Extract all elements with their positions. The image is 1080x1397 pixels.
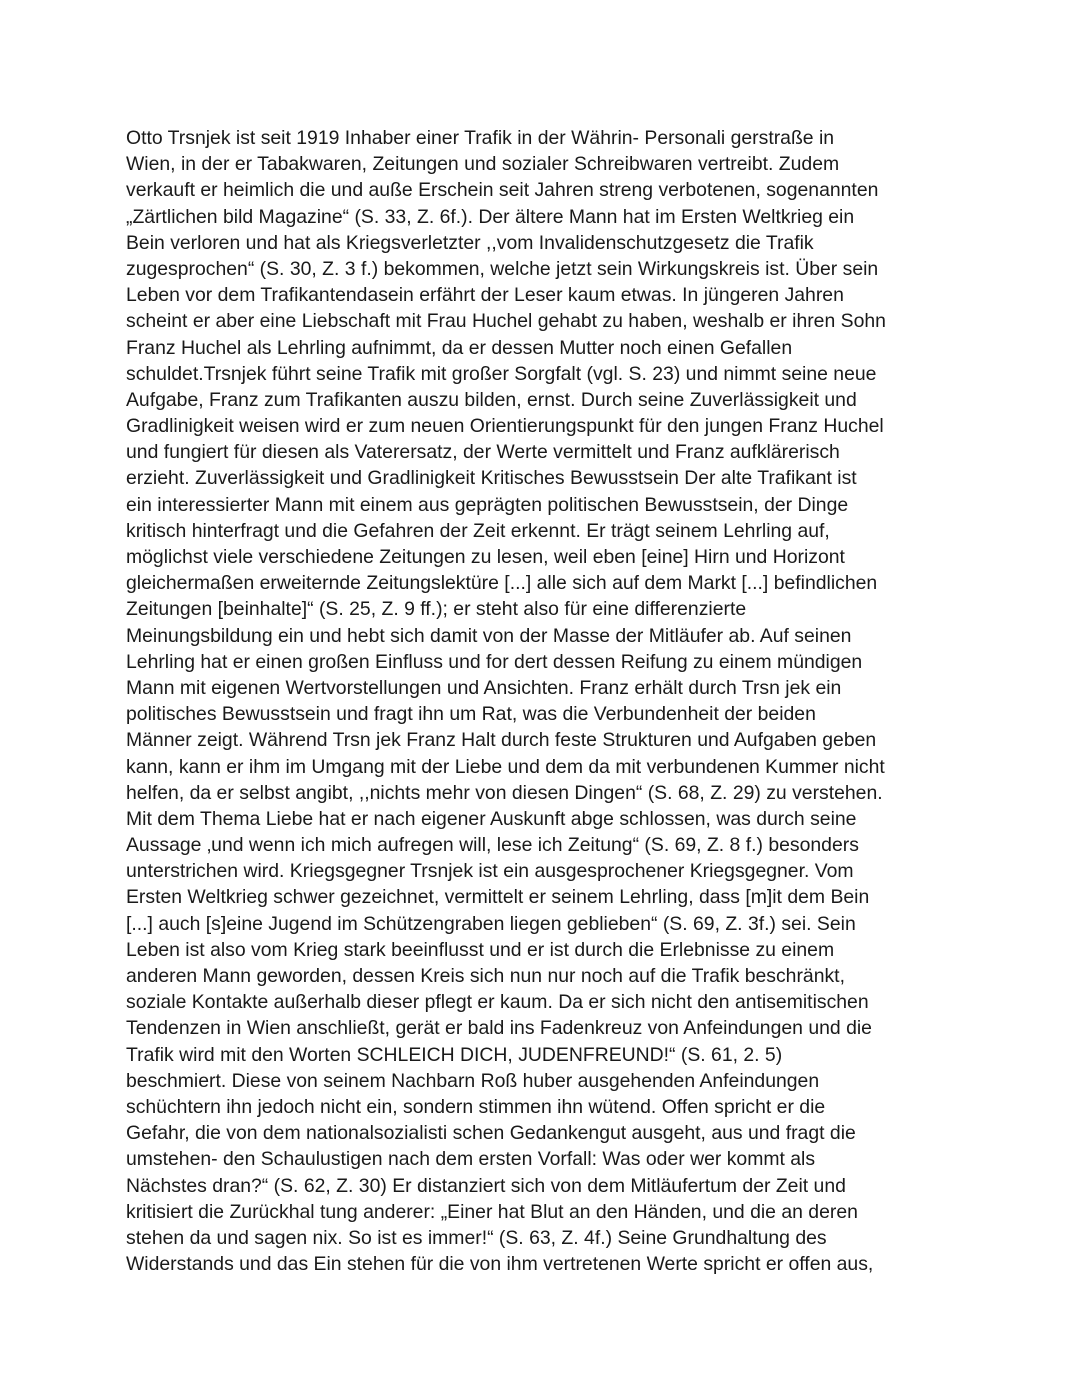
text-line: kritisch hinterfragt und die Gefahren der Zeit erkennt. Er trägt seinem Lehrling auf, (126, 519, 830, 542)
text-line: zugesprochen“ (S. 30, Z. 3 f.) bekommen, welche jetzt sein Wirkungskreis ist. Über sein (126, 257, 879, 280)
text-line: schüchtern ihn jedoch nicht ein, sondern stimmen ihn wütend. Offen spricht er die (126, 1095, 826, 1118)
text-line: Ersten Weltkrieg schwer gezeichnet, vermittelt er seinem Lehrling, dass [m]it dem Bein (126, 886, 870, 909)
text-line: kann, kann er ihm im Umgang mit der Liebe und dem da mit verbundenen Kummer nicht (126, 755, 885, 778)
text-line: „Zärtlichen bild Magazine“ (S. 33, Z. 6f.). Der ältere Mann hat im Ersten Weltkrieg ein (126, 205, 855, 228)
text-line: Gradlinigkeit weisen wird er zum neuen Orientierungspunkt für den jungen Franz Huchel (126, 415, 884, 438)
text-line: Aufgabe, Franz zum Trafikanten auszu bilden, ernst. Durch seine Zuverlässigkeit und (126, 388, 857, 411)
text-line: unterstrichen wird. Kriegsgegner Trsnjek ist ein ausgesprochener Kriegsgegner. Vom (126, 860, 854, 883)
text-line: Zeitungen [beinhalte]“ (S. 25, Z. 9 ff.); er steht also für eine differenzierte (126, 598, 747, 621)
text-line: Männer zeigt. Während Trsn jek Franz Halt durch feste Strukturen und Aufgaben geben (126, 729, 877, 752)
text-line: verkauft er heimlich die und auße Erschein seit Jahren streng verbotenen, sogenannten (126, 179, 879, 202)
text-line: helfen, da er selbst angibt, ,,nichts mehr von diesen Dingen“ (S. 68, Z. 29) zu verstehen. (126, 781, 883, 804)
text-line: Widerstands und das Ein stehen für die von ihm vertretenen Werte spricht er offen aus, (126, 1253, 874, 1276)
text-line: Nächstes dran?“ (S. 62, Z. 30) Er distanziert sich von dem Mitläufertum der Zeit und (126, 1174, 846, 1197)
text-line: Gefahr, die von dem nationalsozialisti schen Gedankengut ausgeht, aus und fragt die (126, 1122, 856, 1145)
text-line: kritisiert die Zurückhal tung anderer: „Einer hat Blut an den Händen, und die an deren (126, 1200, 858, 1223)
text-line: scheint er aber eine Liebschaft mit Frau Huchel gehabt zu haben, weshalb er ihren Sohn (126, 310, 886, 333)
text-line: schuldet.Trsnjek führt seine Trafik mit großer Sorgfalt (vgl. S. 23) und nimmt seine neue (126, 362, 877, 385)
text-line: Leben ist also vom Krieg stark beeinflusst und er ist durch die Erlebnisse zu einem (126, 938, 835, 961)
text-line: Aussage ‚und wenn ich mich aufregen will, lese ich Zeitung“ (S. 69, Z. 8 f.) besonders (126, 834, 859, 857)
text-line: Franz Huchel als Lehrling aufnimmt, da er dessen Mutter noch einen Gefallen (126, 336, 793, 359)
text-line: politisches Bewusstsein und fragt ihn um Rat, was die Verbundenheit der beiden (126, 703, 816, 726)
text-line: Mann mit eigenen Wertvorstellungen und Ansichten. Franz erhält durch Trsn jek ein (126, 676, 842, 699)
text-line: Mit dem Thema Liebe hat er nach eigener Auskunft abge schlossen, was durch seine (126, 807, 857, 830)
text-line: anderen Mann geworden, dessen Kreis sich nun nur noch auf die Trafik beschränkt, (126, 965, 845, 987)
text-line: Tendenzen in Wien anschließt, gerät er bald ins Fadenkreuz von Anfeindungen und die (126, 1017, 872, 1040)
text-line: Otto Trsnjek ist seit 1919 Inhaber einer Trafik in der Währin- Personali gerstraße in (126, 127, 835, 149)
text-line: Leben vor dem Trafikantendasein erfährt der Leser kaum etwas. In jüngeren Jahren (126, 284, 844, 307)
text-line: Lehrling hat er einen großen Einfluss und for dert dessen Reifung zu einem mündigen (126, 650, 863, 673)
text-line: gleichermaßen erweiternde Zeitungslektüre [...] alle sich auf dem Markt [...] befindlichen (126, 572, 878, 595)
text-line: soziale Kontakte außerhalb dieser pflegt er kaum. Da er sich nicht den antisemitischen (126, 991, 869, 1014)
text-line: umstehen- den Schaulustigen nach dem ersten Vorfall: Was oder wer kommt als (126, 1148, 816, 1171)
text-line: Bein verloren und hat als Kriegsverletzter ,,vom Invalidenschutzgesetz die Trafik (126, 231, 814, 254)
text-line: und fungiert für diesen als Vaterersatz, der Werte vermittelt und Franz aufklärerisch (126, 441, 840, 464)
text-line: Wien, in der er Tabakwaren, Zeitungen und sozialer Schreibwaren vertreibt. Zudem (126, 153, 840, 176)
text-line: Meinungsbildung ein und hebt sich damit von der Masse der Mitläufer ab. Auf seinen (126, 624, 852, 647)
text-line: Trafik wird mit den Worten SCHLEICH DICH, JUDENFREUND!“ (S. 61, 2. 5) (126, 1043, 783, 1066)
text-line: stehen da und sagen nix. So ist es immer!“ (S. 63, Z. 4f.) Seine Grundhaltung des (126, 1226, 827, 1249)
text-line: [...] auch [s]eine Jugend im Schützengraben liegen geblieben“ (S. 69, Z. 3f.) sei. Sein (126, 912, 856, 935)
text-line: beschmiert. Diese von seinem Nachbarn Roß huber ausgehenden Anfeindungen (126, 1069, 820, 1092)
text-line: möglichst viele verschiedene Zeitungen zu lesen, weil eben [eine] Hirn und Horizont (126, 546, 845, 568)
text-line: ein interessierter Mann mit einem aus geprägten politischen Bewusstsein, der Dinge (126, 493, 849, 516)
document-body (126, 125, 976, 1277)
text-line: erzieht. Zuverlässigkeit und Gradlinigkeit Kritisches Bewusstsein Der alte Trafikant ist (126, 467, 857, 490)
